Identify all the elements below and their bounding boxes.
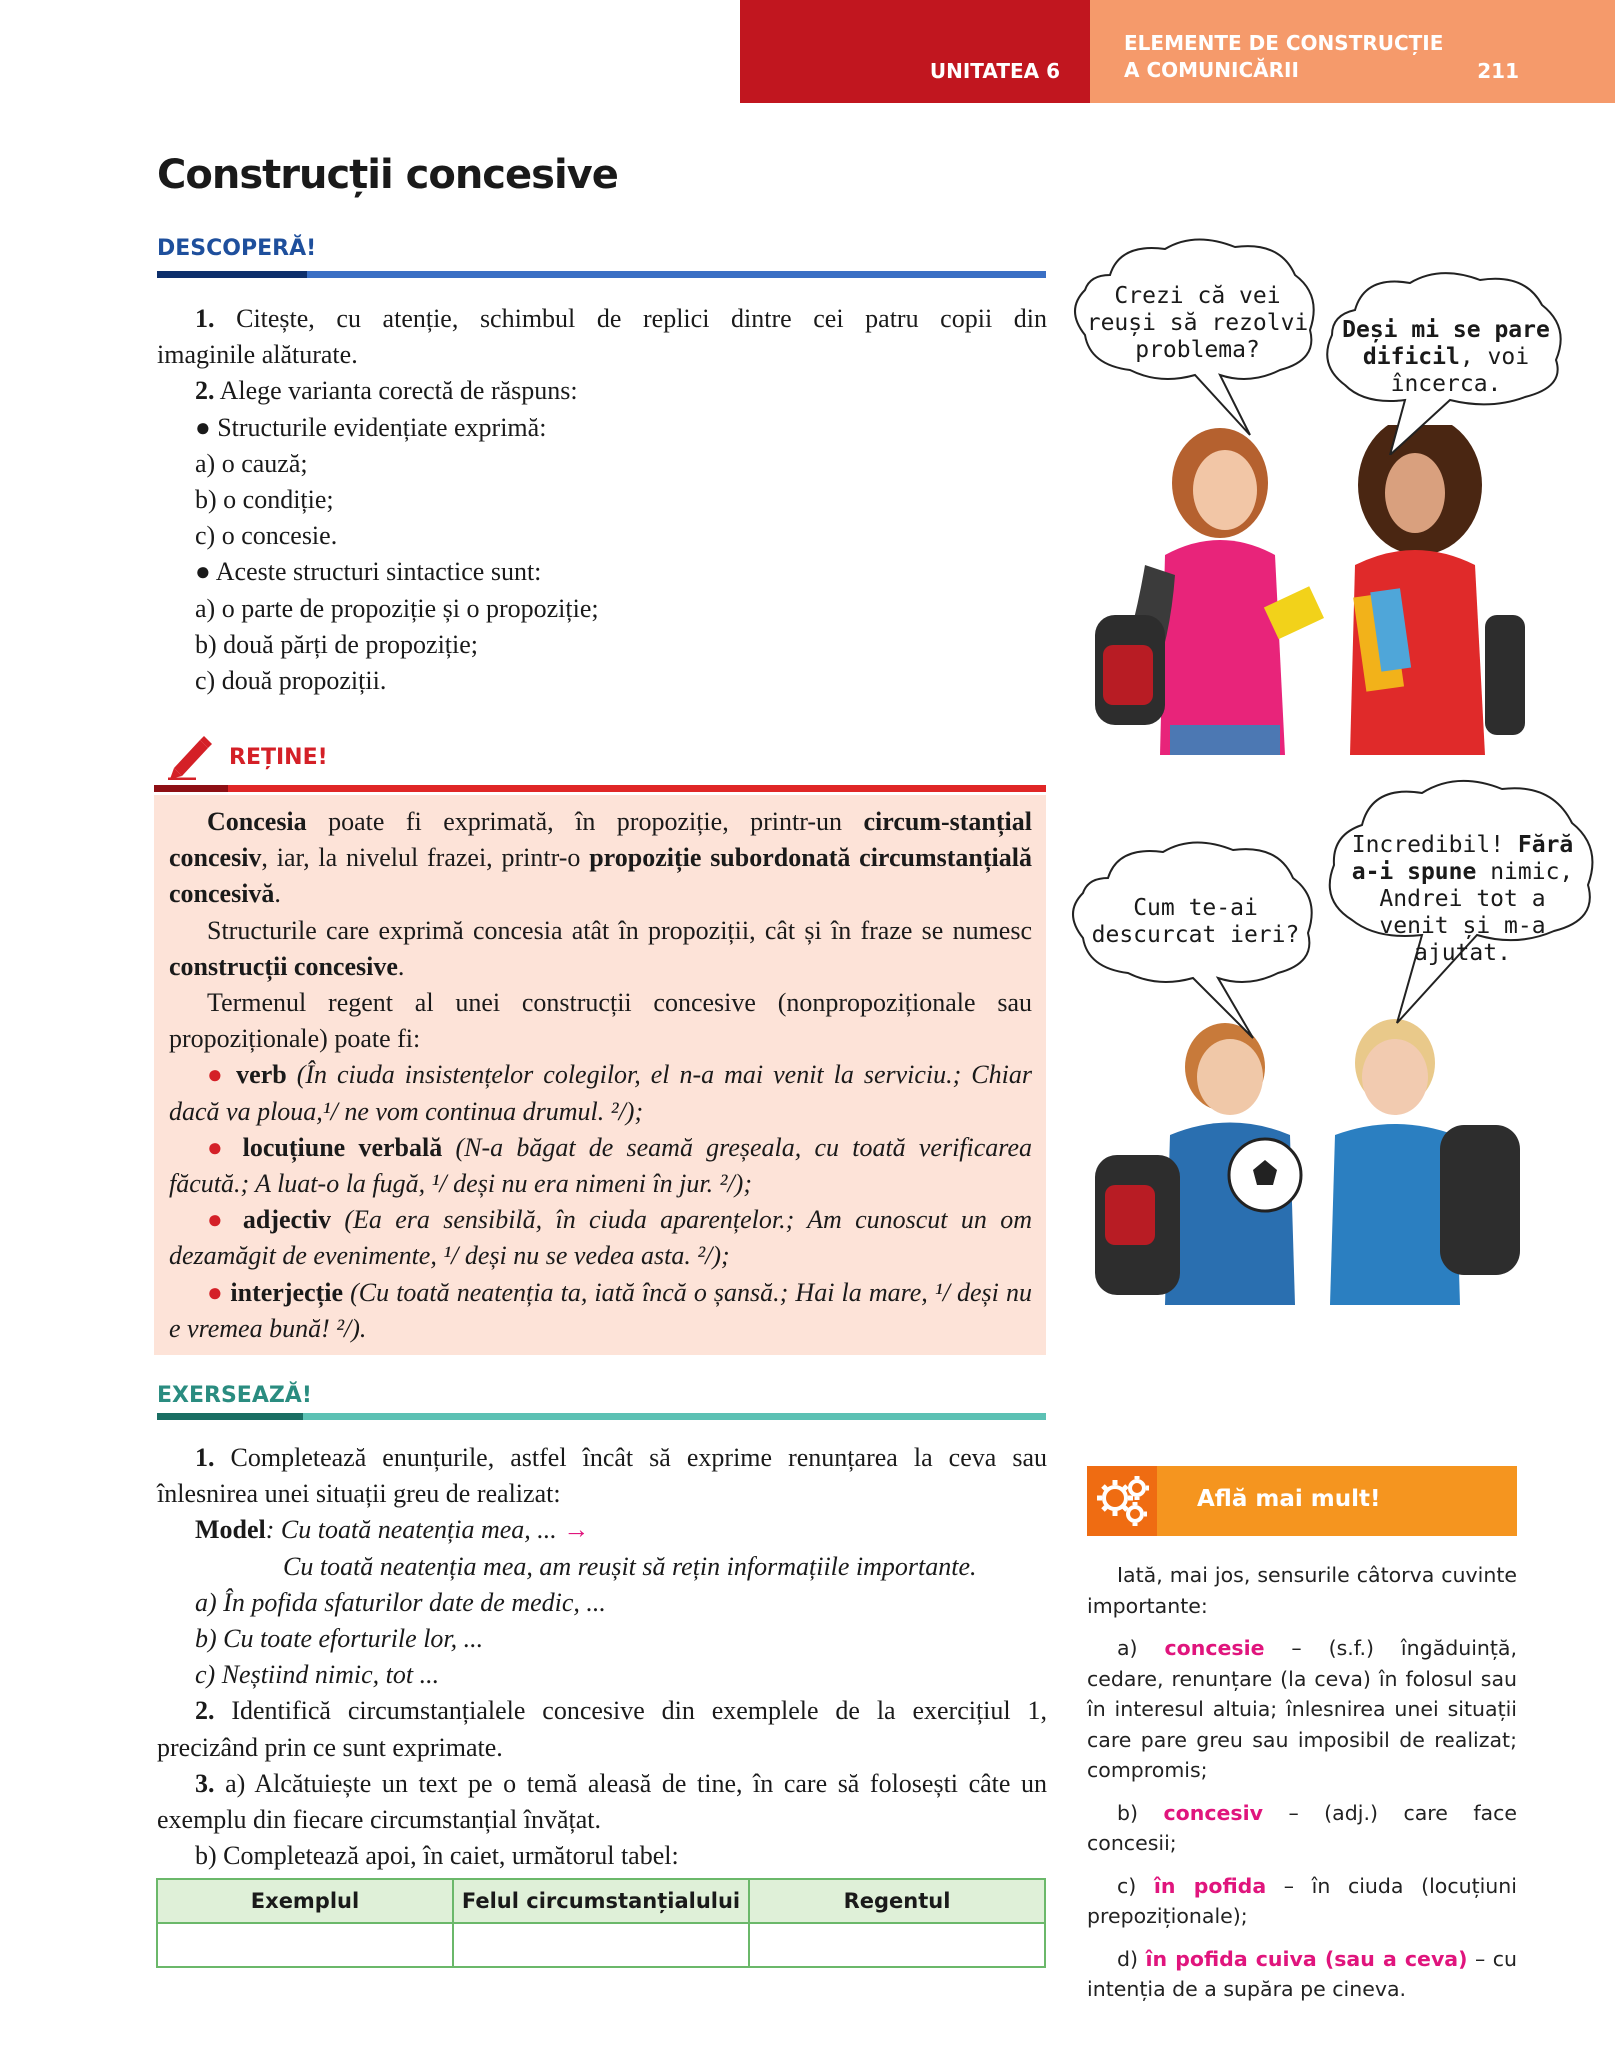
retine-heading: REȚINE! <box>229 745 328 770</box>
exerseaza-rule-dark <box>157 1413 303 1420</box>
photo-girls <box>1075 425 1545 755</box>
gears-icon <box>1087 1466 1157 1536</box>
exerseaza-heading: EXERSEAZĂ! <box>157 1383 312 1408</box>
bullet-2: ● Aceste structuri sintactice sunt: <box>195 557 542 587</box>
topic-line-2: A COMUNICĂRII <box>1124 58 1299 82</box>
pencil-icon <box>166 730 216 780</box>
bubble-1-text: Crezi că vei reuși să rezolvi problema? <box>1086 283 1309 363</box>
arrow-right-icon: → <box>563 1515 590 1545</box>
retine-p2: Structurile care exprimă concesia atât în propoziții, cât și în fraze se numesc construcții concesive. <box>169 915 1032 981</box>
header-unit-band <box>740 0 1090 103</box>
table-header-cell: Felul circumstanțialului <box>453 1879 749 1923</box>
option-1b: b) o condiție; <box>195 485 334 515</box>
retine-p1: Concesia poate fi exprimată, în propoziție, printr-un circum-stanțial concesiv, iar, la nivelul frazei, printr-o propoziție subordonată circumstanțială concesivă. <box>169 807 1032 909</box>
table-row <box>157 1923 1045 1967</box>
exercise-e3b: b) Completează apoi, în caiet, următorul tabel: <box>195 1841 679 1871</box>
bubble-3-text: Cum te-ai descurcat ieri? <box>1091 895 1300 948</box>
photo-boys <box>1065 1005 1525 1305</box>
afla-text <box>1087 1560 1517 2017</box>
header-topic-band <box>1090 0 1615 103</box>
exercise-table <box>156 1878 1046 1968</box>
model-answer: Cu toată neatenția mea, am reușit să rețin informațiile importante. <box>283 1551 977 1581</box>
bubble-2-text: Deși mi se pare dificil, voi încerca. <box>1342 317 1550 397</box>
option-2c: c) două propoziții. <box>195 666 387 696</box>
retine-item-interjectie: ● interjecție (Cu toată neatenția ta, iată încă o șansă.; Hai la mare, ¹/ deși nu e vremea bună! ²/). <box>169 1277 1032 1343</box>
topic-line-1: ELEMENTE DE CONSTRUCȚIE <box>1124 31 1444 55</box>
table-cell <box>749 1923 1045 1967</box>
retine-rule <box>228 785 1046 792</box>
topic-label <box>1124 30 1443 84</box>
bubble-4-text: Incredibil! Fără a-i spune nimic, Andrei tot a venit și m-a ajutat. <box>1351 832 1574 966</box>
retine-item-locutiune: ● locuțiune verbală (N-a băgat de seamă greșeala, cu toată verificarea făcută.; A luat-o la fugă, ¹/ deși nu era nimeni în jur. ²/); <box>169 1132 1032 1199</box>
table-header-cell: Regentul <box>749 1879 1045 1923</box>
exercise-2: 2. Alege varianta corectă de răspuns: <box>195 376 578 406</box>
afla-mai-mult-bar <box>1087 1466 1517 1536</box>
exercise-e2: 2. Identifică circumstanțialele concesive din exemplele de la exercițiul 1, precizând prin ce sunt exprimate. <box>157 1696 1047 1762</box>
retine-p3: Termenul regent al unei construcții concesive (nonpropoziționale sau propoziționale) poate fi: <box>169 988 1032 1054</box>
retine-item-verb: ● verb (În ciuda insistențelor colegilor, el n-a mai venit la serviciu.; Chiar dacă va ploua,¹/ ne vom continua drumul. ²/); <box>169 1060 1032 1126</box>
descopera-exercises <box>157 301 1047 699</box>
table-header-cell: Exemplul <box>157 1879 453 1923</box>
page-title: Construcții concesive <box>157 152 618 198</box>
table-cell <box>157 1923 453 1967</box>
option-2b: b) două părți de propoziție; <box>195 629 479 659</box>
item-c: c) Neștiind nimic, tot ... <box>195 1660 440 1690</box>
afla-intro: Iată, mai jos, sensurile câtorva cuvinte importante: <box>1087 1563 1517 1618</box>
exerseaza-exercises <box>157 1440 1047 1874</box>
descopera-rule <box>307 271 1046 278</box>
table-cell <box>453 1923 749 1967</box>
page-number: 211 <box>1477 59 1519 83</box>
item-a: a) În pofida sfaturilor date de medic, ... <box>195 1587 606 1617</box>
exercise-e3: 3. a) Alcătuiește un text pe o temă aleasă de tine, în care să folosești câte un exemplu din fiecare circumstanțial învățat. <box>157 1768 1047 1835</box>
unit-label: UNITATEA 6 <box>929 59 1060 83</box>
model-line: Model: Cu toată neatenția mea, ... → <box>195 1515 590 1545</box>
descopera-rule-dark <box>157 271 307 278</box>
afla-def-4: d) în pofida cuiva (sau a ceva) – cu intenția de a supăra pe cineva. <box>1087 1946 1517 2001</box>
option-2a: a) o parte de propoziție și o propoziție; <box>195 593 599 623</box>
descopera-heading: DESCOPERĂ! <box>157 236 317 261</box>
retine-rule-dark <box>154 785 228 792</box>
exercise-1: 1. Citește, cu atenție, schimbul de replici dintre cei patru copii din <box>195 304 1047 333</box>
retine-item-adjectiv: ● adjectiv (Ea era sensibilă, în ciuda aparențelor.; Am cunoscut un om dezamăgit de evenimente, ¹/ deși nu se vedea asta. ²/); <box>169 1205 1032 1271</box>
afla-def-1: a) concesie – (s.f.) îngăduință, cedare, renunțare (la ceva) în folosul sau în interesul altuia; înlesnirea unei situații care pare greu sau imposibil de realizat; compromis; <box>1087 1636 1518 1782</box>
exercise-e1: 1. Completează enunțurile, astfel încât să exprime renunțarea la ceva sau înlesnirea unei situații greu de realizat: <box>157 1443 1047 1509</box>
afla-icon-box <box>1087 1466 1157 1536</box>
afla-title: Află mai mult! <box>1197 1486 1381 1512</box>
afla-def-3: c) în pofida – în ciuda (locuțiuni prepoziționale); <box>1087 1873 1517 1928</box>
option-1a: a) o cauză; <box>195 448 308 478</box>
afla-def-2: b) concesiv – (adj.) care face concesii; <box>1087 1800 1518 1855</box>
exercise-1-cont: imaginile alăturate. <box>157 340 358 370</box>
item-b: b) Cu toate eforturile lor, ... <box>195 1624 484 1654</box>
exerseaza-rule <box>303 1413 1046 1420</box>
bullet-1: ● Structurile evidențiate exprimă: <box>195 412 547 442</box>
table-header-row <box>157 1879 1045 1923</box>
option-1c: c) o concesie. <box>195 521 338 551</box>
retine-text <box>169 804 1032 1347</box>
